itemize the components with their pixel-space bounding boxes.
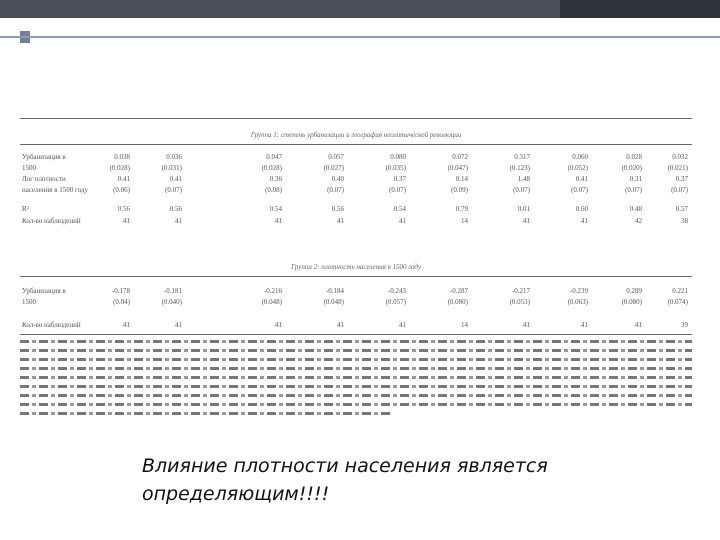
- table-cell: 0.79: [455, 205, 468, 213]
- table-cell: 41: [123, 217, 130, 225]
- row-label: Урбанизация в: [22, 287, 66, 295]
- table-notes: [20, 338, 692, 419]
- table-cell: 0.032: [672, 153, 688, 161]
- table-cell: 0.01: [517, 205, 530, 213]
- table-cell: -0.178: [111, 287, 130, 295]
- table-cell: (0.028): [109, 164, 130, 172]
- table-cell: 0.56: [331, 205, 344, 213]
- table-cell: -0.216: [263, 287, 282, 295]
- table-cell: 0.41: [117, 175, 130, 183]
- table-cell: (0.020): [621, 164, 642, 172]
- caption-line-2: определяющим!!!!: [142, 483, 330, 505]
- table-cell: (0.04): [113, 298, 130, 306]
- table-cell: (0.028): [261, 164, 282, 172]
- table-cell: (0.07): [165, 186, 182, 194]
- table-cell: 0.57: [675, 205, 688, 213]
- table-row: [20, 288, 692, 297]
- table-cell: 14: [461, 217, 468, 225]
- regression-table-image: [20, 118, 692, 426]
- table-cell: (0.040): [161, 298, 182, 306]
- table-cell: 41: [337, 217, 344, 225]
- caption-line-1: Влияние плотности населения является: [142, 455, 548, 477]
- table-cell: -0.287: [449, 287, 468, 295]
- table-row: [20, 299, 692, 308]
- table-cell: 0.038: [114, 153, 130, 161]
- table-cell: 42: [635, 217, 642, 225]
- table-cell: -0.243: [387, 287, 406, 295]
- table-row: [20, 176, 692, 185]
- table-cell: (0.057): [385, 298, 406, 306]
- table-cell: (0.07): [571, 186, 588, 194]
- row-label: 1500: [22, 298, 36, 306]
- table-cell: 0.48: [629, 205, 642, 213]
- table-cell: -0.181: [163, 287, 182, 295]
- table-cell: (0.021): [667, 164, 688, 172]
- row-label: Кол-во наблюдений: [22, 321, 81, 329]
- table-cell: 0.36: [269, 175, 282, 183]
- table-cell: 0.41: [169, 175, 182, 183]
- table-cell: (0.035): [385, 164, 406, 172]
- table-cell: 0.37: [675, 175, 688, 183]
- table-cell: 41: [175, 321, 182, 329]
- table-cell: 38: [681, 217, 688, 225]
- table-cell: (0.07): [513, 186, 530, 194]
- group1-title: Группа 1: степень урбанизации и география неолитической революции: [250, 131, 462, 139]
- top-band-accent: [560, 0, 720, 18]
- table-cell: (0.063): [567, 298, 588, 306]
- table-cell: 41: [635, 321, 642, 329]
- table-cell: (0.047): [447, 164, 468, 172]
- table-cell: (0.080): [621, 298, 642, 306]
- table-cell: 1.48: [517, 175, 530, 183]
- table-cell: 41: [399, 321, 406, 329]
- table-cell: 0.37: [393, 175, 406, 183]
- table-cell: (0.07): [389, 186, 406, 194]
- table-cell: (0.07): [625, 186, 642, 194]
- table-row: [20, 322, 692, 331]
- table-cell: 0.057: [328, 153, 344, 161]
- table-row: [20, 218, 692, 227]
- table-cell: (0.048): [323, 298, 344, 306]
- table-cell: 0.080: [390, 153, 406, 161]
- table-cell: (0.052): [567, 164, 588, 172]
- table-cell: 0.289: [626, 287, 642, 295]
- row-label: 1500: [22, 164, 36, 172]
- table-cell: 0.41: [575, 175, 588, 183]
- table-cell: 0.56: [117, 205, 130, 213]
- table-cell: 14: [461, 321, 468, 329]
- row-label: населения в 1500 году: [22, 186, 89, 194]
- top-divider: [0, 36, 720, 38]
- table-bottom-rule: [20, 334, 692, 335]
- table-cell: 0.036: [166, 153, 182, 161]
- table-cell: 41: [175, 217, 182, 225]
- table-top-rule: [20, 118, 692, 119]
- table-cell: 41: [581, 217, 588, 225]
- table-cell: -0.239: [569, 287, 588, 295]
- table-cell: 0.072: [452, 153, 468, 161]
- table-cell: (0.080): [447, 298, 468, 306]
- table-cell: 0.14: [455, 175, 468, 183]
- table-cell: 41: [523, 321, 530, 329]
- group2-rule: [20, 276, 692, 277]
- table-cell: 0.56: [169, 205, 182, 213]
- table-cell: (0.07): [671, 186, 688, 194]
- row-label: Урбанизация в: [22, 153, 66, 161]
- row-label: Кол-во наблюдений: [22, 217, 81, 225]
- table-cell: -0.217: [511, 287, 530, 295]
- table-cell: 0.60: [575, 205, 588, 213]
- table-cell: 39: [681, 321, 688, 329]
- table-row: [20, 154, 692, 163]
- table-row: [20, 165, 692, 174]
- slide-caption: [142, 452, 548, 508]
- row-label: R²: [22, 205, 29, 213]
- table-cell: 41: [581, 321, 588, 329]
- table-row: [20, 187, 692, 196]
- table-cell: 0.54: [269, 205, 282, 213]
- table-cell: 0.31: [629, 175, 642, 183]
- table-cell: (0.07): [327, 186, 344, 194]
- table-cell: 41: [275, 217, 282, 225]
- table-cell: (0.074): [667, 298, 688, 306]
- table-cell: 0.317: [514, 153, 530, 161]
- table-cell: (0.053): [509, 298, 530, 306]
- group1-rule: [20, 144, 692, 145]
- table-cell: 0.54: [393, 205, 406, 213]
- table-cell: (0.08): [265, 186, 282, 194]
- table-cell: 41: [275, 321, 282, 329]
- table-row: [20, 206, 692, 215]
- table-cell: (0.06): [113, 186, 130, 194]
- table-cell: 0.40: [331, 175, 344, 183]
- table-cell: 0.060: [572, 153, 588, 161]
- table-cell: (0.031): [161, 164, 182, 172]
- group2-title: Группа 2: плотность населения в 1500 году: [291, 263, 421, 271]
- table-cell: 41: [123, 321, 130, 329]
- table-cell: 0.028: [626, 153, 642, 161]
- table-cell: 41: [337, 321, 344, 329]
- table-cell: 41: [523, 217, 530, 225]
- row-label: Лог плотности: [22, 175, 66, 183]
- table-cell: (0.048): [261, 298, 282, 306]
- table-cell: -0.184: [325, 287, 344, 295]
- table-cell: (0.123): [509, 164, 530, 172]
- table-cell: 0.221: [672, 287, 688, 295]
- table-cell: 0.047: [266, 153, 282, 161]
- table-cell: (0.027): [323, 164, 344, 172]
- table-cell: 41: [399, 217, 406, 225]
- table-cell: (0.09): [451, 186, 468, 194]
